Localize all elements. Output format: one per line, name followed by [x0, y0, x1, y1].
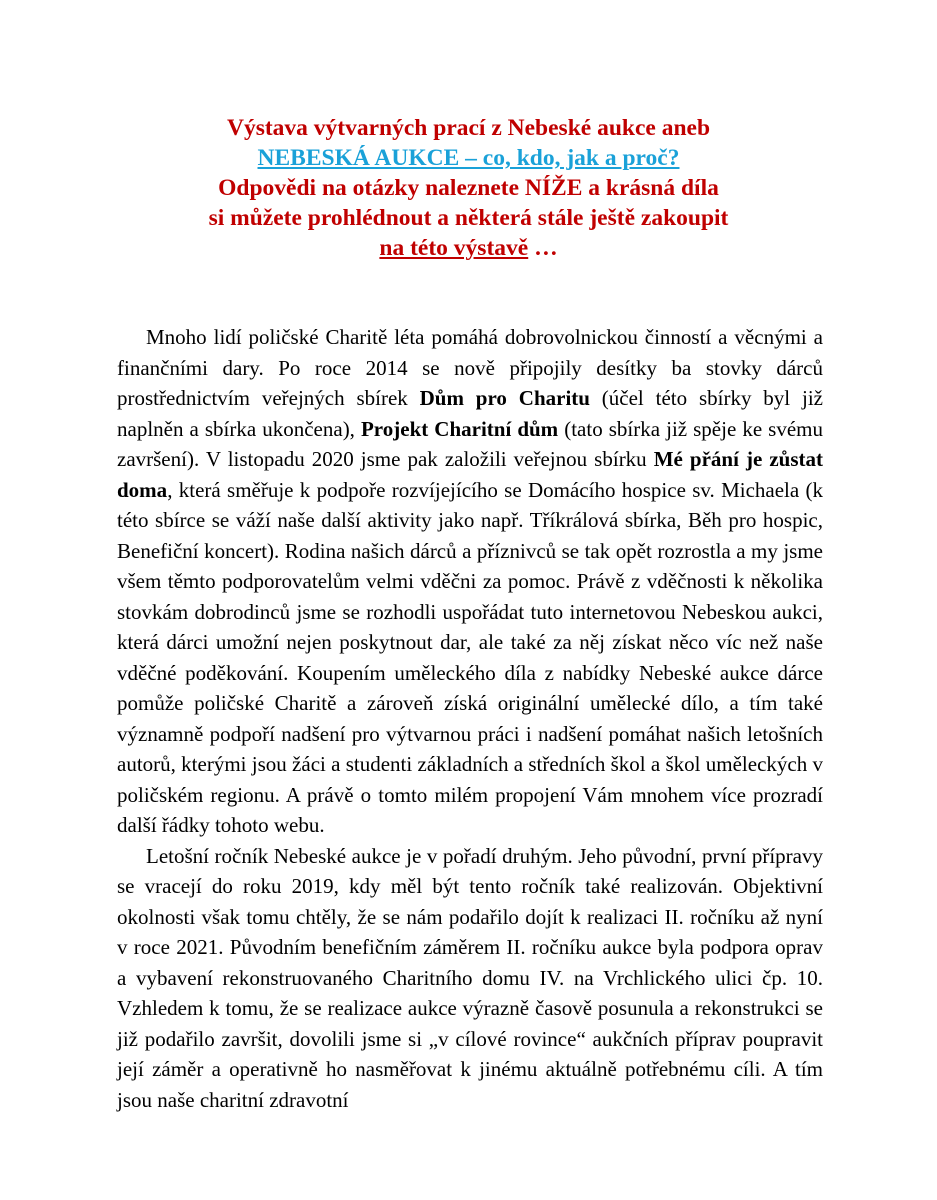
- paragraph-1: [117, 322, 823, 841]
- heading-line-1: Výstava výtvarných prací z Nebeské aukce aneb: [226, 115, 711, 141]
- heading-line-4: si můžete prohlédnout a některá stále ještě zakoupit: [208, 205, 729, 231]
- collection-dum-pro-charitu: Dům pro Charitu: [419, 386, 590, 410]
- paragraph-1-text-a: Mnoho lidí poličské Charitě léta pomáhá dobrovolnickou činností a věcnými a finančními dary. Po roce 2014 se nově připojily desítky ba stovky dárců prostřednictvím veřejných sbírek: [117, 325, 823, 410]
- heading-line-3: Odpovědi na otázky naleznete NÍŽE a krásná díla: [218, 175, 719, 201]
- paragraph-1-text-c: (tato sbírka již spěje ke svému završení). V listopadu 2020 jsme pak založili veřejnou sbírku: [117, 416, 824, 471]
- body-text: [117, 322, 823, 1115]
- paragraph-1-text-d: , která směřuje k podpoře rozvíjejícího se Domácího hospice sv. Michaela (k této sbírce se váží naše další aktivity jako např. Tříkrálová sbírka, Běh pro hospic, Benefiční koncert). Rodina našich dárců a příznivců se tak opět rozrostla a my jsme všem těmto podporovatelům velmi vděčni za pomoc. Právě z vděčnosti k několika stovkám dobrodinců jsme se rozhodli uspořádat tuto internetovou Nebeskou aukci, která dárci umožní nejen poskytnout dar, ale také za něj získat něco víc než naše vděčné poděkování. Koupením uměleckého díla z nabídky Nebeské aukce dárce pomůže poličské Charitě a zároveň získá originální umělecké dílo, a tím také významně podpoří nadšení pro výtvarnou práci i nadšení pomáhat našich letošních autorů, kterými jsou žáci a studenti základních a středních škol a škol uměleckých v poličském regionu. A právě o tomto milém propojení Vám mnohem více prozradí další řádky tohoto webu.: [117, 477, 823, 837]
- collection-me-prani: Mé přání je zůstat doma: [117, 447, 823, 502]
- heading-ellipsis: …: [528, 235, 558, 261]
- paragraph-2: Letošní ročník Nebeské aukce je v pořadí druhým. Jeho původní, první přípravy se vracejí do roku 2019, kdy měl být tento ročník také realizován. Objektivní okolnosti však tomu chtěly, že se nám podařilo dojít k realizaci II. ročníku až nyní v roce 2021. Původním benefičním záměrem II. ročníku aukce byla podpora oprav a vybavení rekonstruovaného Charitního domu IV. na Vrchlického ulici čp. 10. Vzhledem k tomu, že se realizace aukce výrazně časově posunula a rekonstrukci se již podařilo završit, dovolili jsme si „v cílové rovince“ aukčních příprav poupravit její záměr a operativně ho nasměřovat k jinému aktuálně potřebnému cíli. A tím jsou naše charitní zdravotní: [117, 843, 823, 1112]
- document-heading: [0, 113, 937, 263]
- paragraph-1-text-b: (účel této sbírky byl již naplněn a sbírka ukončena),: [117, 386, 823, 441]
- heading-line-5: [0, 233, 937, 263]
- exhibition-link[interactable]: na této výstavě: [379, 235, 529, 261]
- collection-projekt-charitni-dum: Projekt Charitní dům: [360, 416, 559, 441]
- heading-link[interactable]: NEBESKÁ AUKCE – co, kdo, jak a proč?: [257, 145, 680, 171]
